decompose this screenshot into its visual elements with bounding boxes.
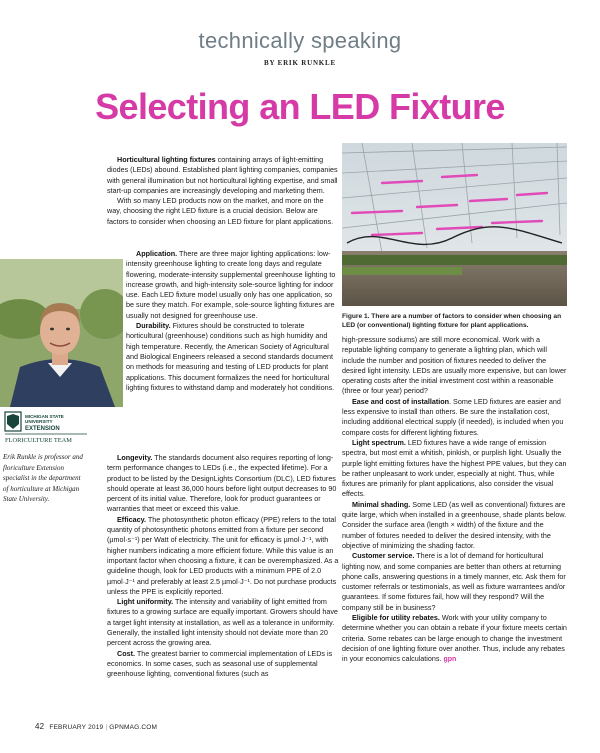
author-photo (0, 259, 123, 407)
application-lead: Application. (136, 249, 178, 258)
uniformity-lead: Light uniformity. (117, 597, 174, 607)
intro-paragraph (107, 155, 339, 196)
spectrum-text: LED fixtures have a wide range of emission spectra, but most emit a whitish, pinkish, or purplish light. Usually the purple light emitting fixtures have the highest PPE values, but they can be rather unpleasant to work under, especially at night. Thus, while fixtures are primarily for plant applications, also consider the visual effects. (342, 437, 567, 499)
efficacy-paragraph (107, 515, 339, 597)
footer-separator: | (105, 724, 108, 731)
logo-line4: FLORICULTURE TEAM (5, 437, 72, 444)
cost-text: The greatest barrier to commercial implementation of LEDs is economics. In some cases, such as seasonal use of supplemental greenhouse lighting, conventional fixtures (such as (107, 648, 333, 679)
greenhouse-photo (342, 143, 567, 306)
gpn-end-mark: gpn (443, 656, 457, 664)
durability-text: Fixtures should be constructed to tolerate horticultural (greenhouse) conditions such as high humidity and high temperature. Recently, the American Society of Agricultural and Biological Engineers released a second standards document on methods for measuring and testing of LED products for plant applications. This document formalizes the need for horticultural lighting fixtures to withstand damp and moderately hot conditions. (126, 321, 335, 392)
efficacy-lead: Efficacy. (117, 514, 147, 524)
page-footer (35, 722, 157, 731)
durability-paragraph (126, 321, 339, 393)
intro-lead: Horticultural lighting fixtures (117, 155, 216, 164)
logo-line1: MICHIGAN STATE (25, 414, 64, 419)
byline: BY ERIK RUNKLE (263, 59, 336, 67)
figure-caption: Figure 1. There are a number of factors to consider when choosing an LED (or conventional) lighting fixture for plant applications. (342, 313, 562, 329)
article-column-right (342, 335, 567, 666)
rebates-text: Work with your utility company to determine whether you can obtain a rebate if your fixture meets certain criteria. Some rebates can be large enough to change the investment decision of one lighting fixture over another. Thus, include any rebates in your economics calculations. (342, 613, 567, 664)
intro-text: containing arrays of light-emitting diodes (LEDs) abound. Established plant lighting companies, companies with general illumination but not horticultural lighting expertise, and small start-up companies are increasingly developing and marketing them. (107, 155, 338, 195)
issue-month: FEBRUARY 2019 (49, 724, 104, 731)
installation-paragraph (342, 397, 567, 438)
paragraph-2: With so many LED products now on the market, and more on the way, choosing the right LED fixture is a crucial decision. Below are factors to consider when choosing an LED fixture for plant applications. (107, 196, 334, 226)
shading-paragraph (342, 500, 567, 551)
article-column-top (107, 155, 339, 227)
cost-continued: high-pressure sodiums) are still more economical. Work with a reputable lighting company to generate a lighting plan, which will include the number and position of fixtures needed to deliver the desired light intensity. LEDs are usually more expensive, but can lower operating costs after the initial investment cost within a reasonable (three or four year) period? (342, 335, 567, 396)
author-bio: Erik Runkle is professor and floriculture Extension specialist in the department of horticulture at Michigan State University. (3, 453, 83, 503)
installation-text: . Some LED fixtures are easier and less expensive to install than others. Be sure the installation cost, including additional electrical supply (if needed), is included when you compare costs for different lighting fixtures. (342, 396, 564, 437)
longevity-paragraph (107, 453, 339, 515)
shading-lead: Minimal shading. (352, 499, 411, 509)
article-column-wrap (126, 249, 339, 393)
section-title: technically speaking (198, 28, 402, 53)
msu-extension-logo (3, 410, 89, 444)
durability-lead: Durability. (136, 321, 171, 331)
uniformity-paragraph (107, 597, 339, 648)
longevity-text: The standards document also requires reporting of long-term performance changes to LEDs (i.e., the expected lifetime). For a product to be listed by the DesignLights Consortium (DLC), LED fixtures should operate at least 36,000 hours before light output decreases to 90 percent of its initial value. Therefore, look for product guarantees or warranties that meet or exceed this value. (107, 453, 337, 514)
uniformity-text: The intensity and variability of light emitted from fixtures to a growing surface are equally important. Growers should have a target light intensity at installation, as well as a tolerance in uniformity. Generally, the installed light intensity should not deviate more than 20 percent across the growing area. (107, 597, 338, 648)
page-number: 42 (35, 722, 45, 731)
site-link[interactable]: GPNMAG.COM (109, 724, 158, 731)
efficacy-text: The photosynthetic photon efficacy (PPE) refers to the total quantity of photosynthetic photons emitted from a fixture per second (µmol·s⁻¹) per Watt of electricity. The unit for efficacy is µmol·J⁻¹, with higher numbers indicating a more efficient fixture. While this value is an important factor when choosing a fixture, it can be overemphasized. As a guideline though, look for LED products with a minimum PPE of 2.0 µmol·J⁻¹ and preferably at least 2.5 µmol·J⁻¹. Do not purchase products unless the PPE is explicitly reported. (107, 514, 339, 596)
service-text: There is a lot of demand for horticultural lighting now, and some companies are better than others at returning phone calls, answering questions in a timely manner, etc. Ask them for customer referrals or testimonials, as well as fixture warrantees and/or guarantees. If some fixtures fail, how will they respond? Will the company still be in business? (342, 551, 566, 612)
rebates-lead: Eligible for utility rebates. (352, 613, 440, 623)
longevity-lead: Longevity. (117, 453, 153, 462)
cost-paragraph (107, 649, 339, 680)
shading-text: Some LED (as well as conventional) fixtures are quite large, which when installed in a greenhouse, shade plants below. Consider the surface area (length × width) of the fixture and the number of fixtures needed to deliver the desired intensity, with the objective of minimizing the shading factor. (342, 499, 567, 550)
service-paragraph (342, 551, 567, 613)
cost-lead: Cost. (117, 648, 135, 658)
application-text: There are three major lighting applications: low-intensity greenhouse lighting to create long days and regulate flowering, moderate-intensity supplemental greenhouse lighting to increase growth, and high-intensity sole-source lighting for indoor use. Each LED fixture model usually only has one application, so be sure they match. For example, sole-source lighting fixtures are usually not designed for greenhouse use. (126, 249, 336, 320)
installation-lead: Ease and cost of installation (352, 396, 450, 406)
spectrum-lead: Light spectrum. (352, 437, 406, 447)
application-paragraph (126, 249, 339, 321)
spectrum-paragraph (342, 438, 567, 500)
service-lead: Customer service. (352, 551, 415, 561)
logo-line2: UNIVERSITY (25, 419, 53, 424)
rebates-paragraph (342, 613, 567, 665)
article-headline: Selecting an LED Fixture (95, 86, 505, 127)
logo-line3: EXTENSION (25, 426, 60, 432)
article-column-lower (107, 453, 339, 680)
